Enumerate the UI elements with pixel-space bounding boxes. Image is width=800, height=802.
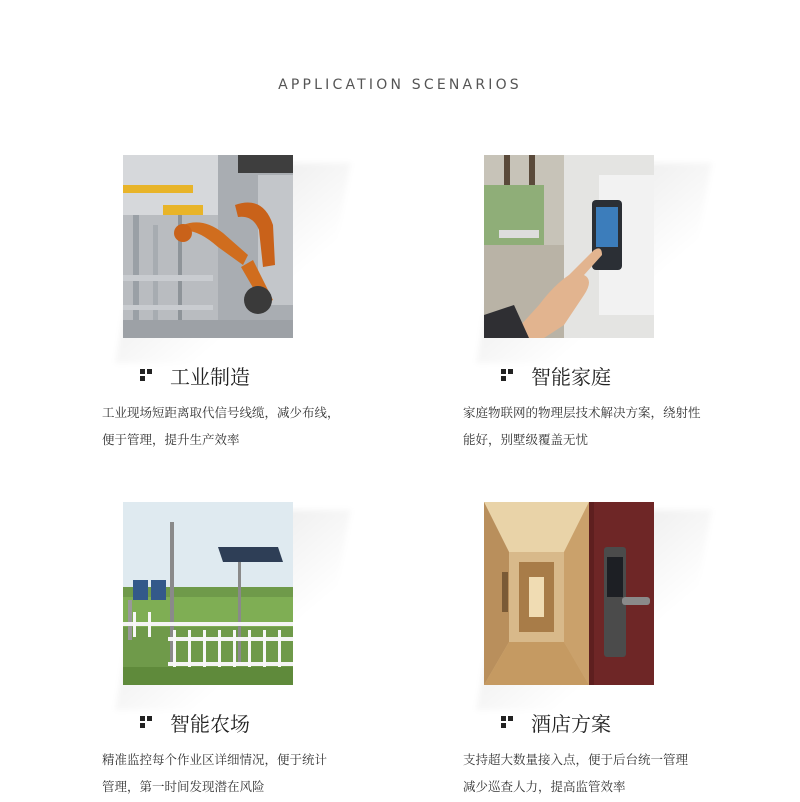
bullet-icon — [501, 716, 513, 728]
scenario-card-smart-farm[interactable] — [102, 502, 432, 802]
section-heading: APPLICATION SCENARIOS — [278, 77, 522, 93]
bullet-icon — [140, 369, 152, 381]
industrial-robot-arm-photo — [123, 155, 293, 338]
description-line: 减少巡查人力，提高监管效率 — [463, 779, 626, 794]
description-line: 精准监控每个作业区详细情况，便于统计 — [102, 752, 328, 767]
description-line: 管理，第一时间发现潜在风险 — [102, 779, 265, 794]
bullet-icon — [140, 716, 152, 728]
description-line: 便于管理，提升生产效率 — [102, 432, 240, 447]
scenario-description — [463, 399, 713, 453]
scenario-title: 智能农场 — [170, 711, 250, 736]
scenario-title: 智能家庭 — [531, 364, 611, 389]
scenario-description — [102, 399, 352, 453]
bullet-icon — [501, 369, 513, 381]
smart-home-touch-panel-photo — [484, 155, 654, 338]
scenario-card-hotel[interactable] — [463, 502, 793, 802]
scenario-card-smart-home[interactable] — [463, 155, 793, 455]
scenario-title: 工业制造 — [170, 364, 250, 389]
hotel-smart-lock-photo — [484, 502, 654, 685]
scenario-title: 酒店方案 — [531, 711, 611, 736]
description-line: 支持超大数量接入点，便于后台统一管理 — [463, 752, 689, 767]
smart-farm-solar-sensors-photo — [123, 502, 293, 685]
description-line: 工业现场短距离取代信号线缆，减少布线， — [102, 405, 340, 420]
scenario-card-industrial[interactable] — [102, 155, 432, 455]
scenario-description — [102, 746, 352, 800]
description-line: 能好，别墅级覆盖无忧 — [463, 432, 589, 447]
description-line: 家庭物联网的物理层技术解决方案，绕射性 — [463, 405, 701, 420]
scenario-description — [463, 746, 713, 800]
